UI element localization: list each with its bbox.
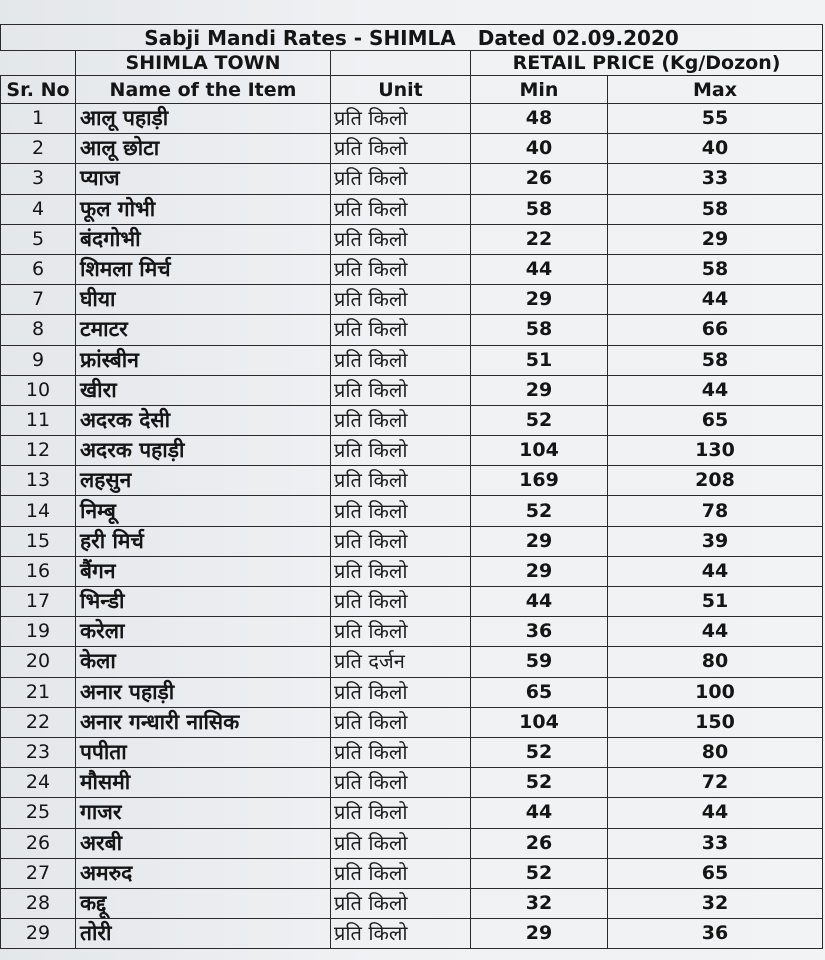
item-name-cell: अरबी xyxy=(76,828,331,858)
sr-cell: 9 xyxy=(1,345,76,375)
table-row xyxy=(1,285,823,315)
max-price-cell: 65 xyxy=(608,858,823,888)
table-row xyxy=(1,496,823,526)
min-price-cell: 104 xyxy=(471,436,608,466)
column-header-row xyxy=(1,76,823,104)
blank-cell xyxy=(1,51,76,76)
sr-cell: 23 xyxy=(1,737,76,767)
sr-cell: 11 xyxy=(1,405,76,435)
max-price-cell: 51 xyxy=(608,587,823,617)
table-row xyxy=(1,254,823,284)
min-price-cell: 26 xyxy=(471,828,608,858)
item-name-cell: घीया xyxy=(76,285,331,315)
min-price-cell: 29 xyxy=(471,919,608,949)
table-row xyxy=(1,375,823,405)
table-row xyxy=(1,858,823,888)
item-name-cell: बैंगन xyxy=(76,556,331,586)
min-price-cell: 44 xyxy=(471,798,608,828)
max-price-cell: 44 xyxy=(608,556,823,586)
table-row xyxy=(1,888,823,918)
table-row xyxy=(1,587,823,617)
unit-cell: प्रति किलो xyxy=(331,526,471,556)
table-row xyxy=(1,405,823,435)
item-name-cell: अदरक पहाड़ी xyxy=(76,436,331,466)
min-price-cell: 51 xyxy=(471,345,608,375)
item-name-cell: मौसमी xyxy=(76,768,331,798)
unit-cell: प्रति किलो xyxy=(331,768,471,798)
min-price-cell: 29 xyxy=(471,556,608,586)
item-name-cell: पपीता xyxy=(76,737,331,767)
item-name-cell: अदरक देसी xyxy=(76,405,331,435)
unit-cell: प्रति किलो xyxy=(331,707,471,737)
sr-cell: 6 xyxy=(1,254,76,284)
max-price-cell: 32 xyxy=(608,888,823,918)
sr-cell: 27 xyxy=(1,858,76,888)
sr-cell: 20 xyxy=(1,647,76,677)
unit-cell: प्रति किलो xyxy=(331,405,471,435)
max-price-cell: 72 xyxy=(608,768,823,798)
unit-cell: प्रति किलो xyxy=(331,436,471,466)
sr-cell: 16 xyxy=(1,556,76,586)
unit-cell: प्रति किलो xyxy=(331,737,471,767)
max-price-cell: 55 xyxy=(608,104,823,134)
unit-cell: प्रति किलो xyxy=(331,587,471,617)
max-price-cell: 40 xyxy=(608,134,823,164)
item-name-cell: निम्बू xyxy=(76,496,331,526)
unit-cell: प्रति किलो xyxy=(331,164,471,194)
max-price-cell: 208 xyxy=(608,466,823,496)
unit-cell: प्रति किलो xyxy=(331,798,471,828)
max-price-cell: 33 xyxy=(608,164,823,194)
min-price-cell: 169 xyxy=(471,466,608,496)
sr-cell: 24 xyxy=(1,768,76,798)
unit-cell: प्रति किलो xyxy=(331,134,471,164)
sr-cell: 3 xyxy=(1,164,76,194)
item-name-cell: तोरी xyxy=(76,919,331,949)
max-price-cell: 78 xyxy=(608,496,823,526)
unit-cell: प्रति किलो xyxy=(331,496,471,526)
max-price-cell: 44 xyxy=(608,798,823,828)
item-name-cell: शिमला मिर्च xyxy=(76,254,331,284)
min-price-cell: 58 xyxy=(471,315,608,345)
table-row xyxy=(1,194,823,224)
unit-cell: प्रति किलो xyxy=(331,285,471,315)
min-price-cell: 29 xyxy=(471,285,608,315)
unit-cell: प्रति किलो xyxy=(331,677,471,707)
max-price-cell: 29 xyxy=(608,224,823,254)
town-label: SHIMLA TOWN xyxy=(76,51,331,76)
max-price-cell: 58 xyxy=(608,254,823,284)
unit-cell: प्रति किलो xyxy=(331,104,471,134)
unit-cell: प्रति किलो xyxy=(331,858,471,888)
table-row xyxy=(1,768,823,798)
sr-cell: 22 xyxy=(1,707,76,737)
max-price-cell: 58 xyxy=(608,194,823,224)
sr-cell: 10 xyxy=(1,375,76,405)
sr-cell: 28 xyxy=(1,888,76,918)
min-price-cell: 104 xyxy=(471,707,608,737)
min-price-cell: 22 xyxy=(471,224,608,254)
unit-cell: प्रति किलो xyxy=(331,254,471,284)
unit-cell: प्रति किलो xyxy=(331,315,471,345)
min-price-cell: 36 xyxy=(471,617,608,647)
table-row xyxy=(1,737,823,767)
item-name-cell: फ्रांस्बीन xyxy=(76,345,331,375)
max-price-cell: 80 xyxy=(608,737,823,767)
max-price-cell: 80 xyxy=(608,647,823,677)
table-row xyxy=(1,134,823,164)
unit-cell: प्रति किलो xyxy=(331,375,471,405)
col-header-max: Max xyxy=(608,76,823,104)
table-row xyxy=(1,707,823,737)
min-price-cell: 59 xyxy=(471,647,608,677)
table-row xyxy=(1,919,823,949)
title-left: Sabji Mandi Rates - SHIMLA xyxy=(144,25,456,50)
item-name-cell: फूल गोभी xyxy=(76,194,331,224)
sr-cell: 15 xyxy=(1,526,76,556)
col-header-sr: Sr. No xyxy=(1,76,76,104)
min-price-cell: 44 xyxy=(471,254,608,284)
min-price-cell: 52 xyxy=(471,496,608,526)
max-price-cell: 66 xyxy=(608,315,823,345)
min-price-cell: 26 xyxy=(471,164,608,194)
sr-cell: 8 xyxy=(1,315,76,345)
min-price-cell: 48 xyxy=(471,104,608,134)
sr-cell: 4 xyxy=(1,194,76,224)
sr-cell: 13 xyxy=(1,466,76,496)
max-price-cell: 65 xyxy=(608,405,823,435)
sr-cell: 21 xyxy=(1,677,76,707)
unit-cell: प्रति किलो xyxy=(331,224,471,254)
min-price-cell: 65 xyxy=(471,677,608,707)
sr-cell: 14 xyxy=(1,496,76,526)
unit-cell: प्रति किलो xyxy=(331,556,471,586)
max-price-cell: 100 xyxy=(608,677,823,707)
table-row xyxy=(1,526,823,556)
item-name-cell: हरी मिर्च xyxy=(76,526,331,556)
title-row xyxy=(1,25,823,51)
page-title xyxy=(1,25,823,51)
table-row xyxy=(1,164,823,194)
sr-cell: 17 xyxy=(1,587,76,617)
min-price-cell: 29 xyxy=(471,526,608,556)
max-price-cell: 44 xyxy=(608,285,823,315)
item-name-cell: आलू छोटा xyxy=(76,134,331,164)
min-price-cell: 32 xyxy=(471,888,608,918)
unit-cell: प्रति किलो xyxy=(331,345,471,375)
min-price-cell: 52 xyxy=(471,858,608,888)
blank-cell xyxy=(331,51,471,76)
max-price-cell: 33 xyxy=(608,828,823,858)
item-name-cell: अनार गन्धारी नासिक xyxy=(76,707,331,737)
max-price-cell: 44 xyxy=(608,617,823,647)
sr-cell: 7 xyxy=(1,285,76,315)
item-name-cell: केला xyxy=(76,647,331,677)
min-price-cell: 52 xyxy=(471,737,608,767)
table-row xyxy=(1,224,823,254)
min-price-cell: 44 xyxy=(471,587,608,617)
min-price-cell: 40 xyxy=(471,134,608,164)
item-name-cell: अनार पहाड़ी xyxy=(76,677,331,707)
table-row xyxy=(1,556,823,586)
item-name-cell: कद्दू xyxy=(76,888,331,918)
sr-cell: 2 xyxy=(1,134,76,164)
max-price-cell: 130 xyxy=(608,436,823,466)
table-row xyxy=(1,345,823,375)
table-row xyxy=(1,677,823,707)
table-row xyxy=(1,647,823,677)
col-header-min: Min xyxy=(471,76,608,104)
title-date: Dated 02.09.2020 xyxy=(477,25,679,50)
item-name-cell: आलू पहाड़ी xyxy=(76,104,331,134)
min-price-cell: 29 xyxy=(471,375,608,405)
unit-cell: प्रति किलो xyxy=(331,888,471,918)
sr-cell: 1 xyxy=(1,104,76,134)
item-name-cell: टमाटर xyxy=(76,315,331,345)
item-name-cell: प्याज xyxy=(76,164,331,194)
retail-price-label: RETAIL PRICE (Kg/Dozon) xyxy=(471,51,823,76)
table-row xyxy=(1,436,823,466)
min-price-cell: 58 xyxy=(471,194,608,224)
max-price-cell: 36 xyxy=(608,919,823,949)
max-price-cell: 39 xyxy=(608,526,823,556)
sr-cell: 5 xyxy=(1,224,76,254)
unit-cell: प्रति दर्जन xyxy=(331,647,471,677)
sr-cell: 19 xyxy=(1,617,76,647)
rates-table xyxy=(0,24,823,949)
unit-cell: प्रति किलो xyxy=(331,466,471,496)
table-row xyxy=(1,798,823,828)
unit-cell: प्रति किलो xyxy=(331,617,471,647)
unit-cell: प्रति किलो xyxy=(331,828,471,858)
sr-cell: 12 xyxy=(1,436,76,466)
item-name-cell: गाजर xyxy=(76,798,331,828)
sr-cell: 29 xyxy=(1,919,76,949)
table-row xyxy=(1,466,823,496)
unit-cell: प्रति किलो xyxy=(331,919,471,949)
sr-cell: 25 xyxy=(1,798,76,828)
min-price-cell: 52 xyxy=(471,768,608,798)
sr-cell: 26 xyxy=(1,828,76,858)
item-name-cell: बंदगोभी xyxy=(76,224,331,254)
max-price-cell: 58 xyxy=(608,345,823,375)
table-row xyxy=(1,617,823,647)
max-price-cell: 150 xyxy=(608,707,823,737)
max-price-cell: 44 xyxy=(608,375,823,405)
table-row xyxy=(1,104,823,134)
subheader-row xyxy=(1,51,823,76)
min-price-cell: 52 xyxy=(471,405,608,435)
item-name-cell: करेला xyxy=(76,617,331,647)
item-name-cell: अमरुद xyxy=(76,858,331,888)
item-name-cell: खीरा xyxy=(76,375,331,405)
col-header-unit: Unit xyxy=(331,76,471,104)
unit-cell: प्रति किलो xyxy=(331,194,471,224)
table-row xyxy=(1,315,823,345)
item-name-cell: लहसुन xyxy=(76,466,331,496)
table-row xyxy=(1,828,823,858)
col-header-name: Name of the Item xyxy=(76,76,331,104)
item-name-cell: भिन्डी xyxy=(76,587,331,617)
